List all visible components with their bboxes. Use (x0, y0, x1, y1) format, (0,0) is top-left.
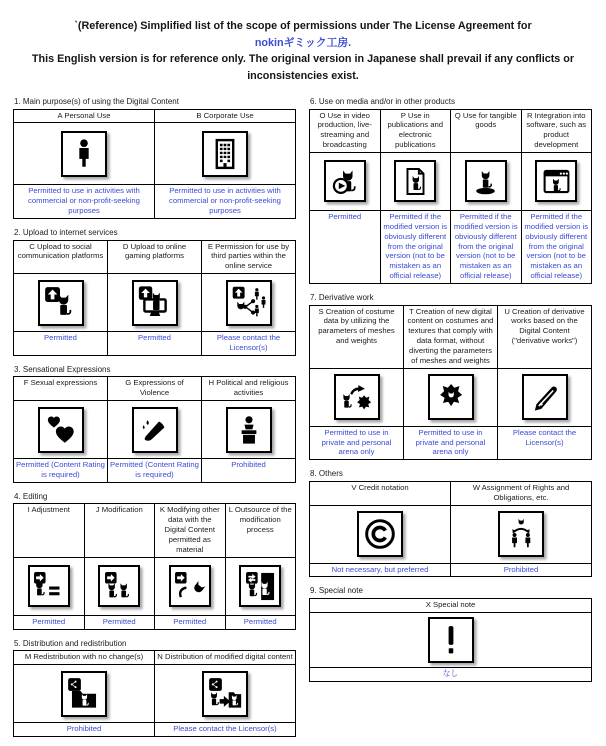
cell-C-caption: Permitted (14, 332, 108, 356)
cell-S-caption: Permitted to use in private and personal arena only (310, 426, 404, 460)
section-derivative-work (309, 293, 592, 460)
cell-W-icon-cell (451, 505, 592, 563)
cell-K-caption: Permitted (155, 615, 226, 629)
cell-P-icon-cell (380, 152, 451, 210)
cell-D-caption: Permitted (108, 332, 202, 356)
section-others (309, 469, 592, 577)
section-distribution (13, 639, 296, 737)
cell-A-header: A Personal Use (14, 109, 155, 123)
icon-box (239, 565, 281, 607)
section-heading: 8. Others (310, 469, 343, 479)
software-window-cat-icon (541, 166, 572, 197)
cell-X-caption: なし (310, 667, 592, 681)
cell-V-header: V Credit notation (310, 481, 451, 505)
cell-F-header: F Sexual expressions (14, 377, 108, 401)
cell-S-header: S Creation of costume data by utilizing the parameters of meshes and weights (310, 305, 404, 368)
cell-H-icon-cell (202, 401, 296, 459)
hearts-icon (44, 413, 78, 447)
costume-texture-icon (434, 380, 468, 414)
cell-U-caption: Please contact the Licensor(s) (498, 426, 592, 460)
person-icon (67, 137, 101, 171)
icon-box (98, 565, 140, 607)
two-column-layout (13, 97, 593, 746)
podium-speech-icon (232, 413, 266, 447)
cell-U-icon-cell (498, 368, 592, 426)
cell-X-header: X Special note (310, 599, 592, 613)
cell-L-header: L Outsource of the modification process (225, 504, 296, 557)
cell-J-header: J Modification (84, 504, 155, 557)
cell-L-icon-cell (225, 557, 296, 615)
cell-R-header: R Integration into software, such as product development (521, 109, 592, 152)
cell-P-caption: Permitted if the modified version is obviously different from the original version (not to be mistaken as an official release) (380, 210, 451, 283)
cell-V-icon-cell (310, 505, 451, 563)
cell-F-caption: Permitted (Content Rating is required) (14, 459, 108, 483)
cell-G-header: G Expressions of Violence (108, 377, 202, 401)
cell-Q-caption: Permitted if the modified version is obviously different from the original version (not to be mistaken as an official release) (451, 210, 522, 283)
section-heading: 7. Derivative work (310, 292, 374, 302)
cell-W-header: W Assignment of Rights and Obligations, etc. (451, 481, 592, 505)
cell-M-header: M Redistribution with no change(s) (14, 651, 155, 665)
section-heading: 3. Sensational Expressions (14, 364, 111, 374)
section-heading: 5. Distribution and redistribution (14, 638, 127, 648)
cell-B-header: B Corporate Use (155, 109, 296, 123)
cell-A-caption: Permitted to use in activities with commercial or non-profit-seeking purposes (14, 185, 155, 219)
cell-G-icon-cell (108, 401, 202, 459)
pen-derivative-icon (528, 380, 562, 414)
section-special-note (309, 586, 592, 681)
cell-N-header: N Distribution of modified digital content (155, 651, 296, 665)
cell-Q-icon-cell (451, 152, 522, 210)
icon-box (522, 374, 568, 420)
right-column (309, 97, 592, 691)
cell-H-header: H Political and religious activities (202, 377, 296, 401)
section-media-products (309, 97, 592, 284)
cell-M-caption: Prohibited (14, 723, 155, 737)
cell-B-caption: Permitted to use in activities with commercial or non-profit-seeking purposes (155, 185, 296, 219)
cell-T-icon-cell (404, 368, 498, 426)
cell-I-caption: Permitted (14, 615, 85, 629)
cell-N-icon-cell (155, 665, 296, 723)
icon-box (357, 511, 403, 557)
cat-video-play-icon (329, 166, 360, 197)
copyright-icon (363, 517, 397, 551)
title-brand: nokinギミック工房. (254, 36, 352, 49)
icon-box (428, 617, 474, 663)
cell-D-header: D Upload to online gaming platforms (108, 240, 202, 274)
icon-box (169, 565, 211, 607)
icon-box (61, 131, 107, 177)
icon-box (535, 160, 577, 202)
exclamation-icon (434, 623, 468, 657)
cell-O-caption: Permitted (310, 210, 381, 283)
icon-box (226, 280, 272, 326)
icon-box (334, 374, 380, 420)
cell-T-header: T Creation of new digital content on costumes and textures that comply with data format, without diverting the parameters of meshes and weights (404, 305, 498, 368)
cell-R-icon-cell (521, 152, 592, 210)
cell-C-header: C Upload to social communication platforms (14, 240, 108, 274)
section-editing (13, 492, 296, 630)
cell-R-caption: Permitted if the modified version is obviously different from the original version (not to be mistaken as an official release) (521, 210, 592, 283)
cell-U-header: U Creation of derivative works based on the Digital Content ("derivative works") (498, 305, 592, 368)
cell-T-caption: Permitted to use in private and personal arena only (404, 426, 498, 460)
share-third-parties-icon (232, 286, 266, 320)
icon-box (202, 671, 248, 717)
cat-modification-icon (104, 571, 135, 602)
cell-B-icon-cell (155, 123, 296, 185)
icon-box (226, 407, 272, 453)
upload-gaming-cat-icon (138, 286, 172, 320)
section-heading: 2. Upload to internet services (14, 227, 118, 237)
cat-figurine-icon (470, 166, 501, 197)
icon-box (38, 280, 84, 326)
cell-N-caption: Please contact the Licensor(s) (155, 723, 296, 737)
cell-G-caption: Permitted (Content Rating is required) (108, 459, 202, 483)
document-title (20, 18, 586, 85)
title-disclaimer: This English version is for reference only. The original version in Japanese shall prevail if any conflicts or inconsistencies exist. (31, 53, 575, 83)
cell-J-caption: Permitted (84, 615, 155, 629)
cat-adjust-equals-icon (33, 571, 64, 602)
cell-K-icon-cell (155, 557, 226, 615)
icon-box (498, 511, 544, 557)
cell-A-icon-cell (14, 123, 155, 185)
cell-W-caption: Prohibited (451, 563, 592, 577)
cell-S-icon-cell (310, 368, 404, 426)
section-heading: 1. Main purpose(s) of using the Digital Content (14, 96, 179, 106)
icon-box (28, 565, 70, 607)
upload-cat-icon (44, 286, 78, 320)
icon-box (38, 407, 84, 453)
cell-X-icon-cell (310, 612, 592, 667)
cell-H-caption: Prohibited (202, 459, 296, 483)
cat-costume-data-icon (340, 380, 374, 414)
cell-L-caption: Permitted (225, 615, 296, 629)
cell-C-icon-cell (14, 274, 108, 332)
cell-P-header: P Use in publications and electronic publications (380, 109, 451, 152)
icon-box (202, 131, 248, 177)
rights-assignment-icon (504, 517, 538, 551)
icon-box (428, 374, 474, 420)
cell-J-icon-cell (84, 557, 155, 615)
cell-E-caption: Please contact the Licensor(s) (202, 332, 296, 356)
icon-box (132, 280, 178, 326)
section-main-purpose (13, 97, 296, 219)
cell-O-icon-cell (310, 152, 381, 210)
cell-I-icon-cell (14, 557, 85, 615)
left-column (13, 97, 296, 746)
outsource-handoff-icon (245, 571, 276, 602)
office-building-icon (208, 137, 242, 171)
cell-Q-header: Q Use for tangible goods (451, 109, 522, 152)
cell-F-icon-cell (14, 401, 108, 459)
section-heading: 9. Special note (310, 586, 363, 596)
cell-K-header: K Modifying other data with the Digital Content permitted as material (155, 504, 226, 557)
section-upload-internet (13, 228, 296, 356)
cell-I-header: I Adjustment (14, 504, 85, 557)
title-line-1: `(Reference) Simplified list of the scope of permissions under The License Agreement for (74, 20, 532, 32)
icon-box (61, 671, 107, 717)
cell-M-icon-cell (14, 665, 155, 723)
knife-icon (138, 413, 172, 447)
icon-box (324, 160, 366, 202)
icon-box (394, 160, 436, 202)
cat-parts-material-icon (174, 571, 205, 602)
cell-V-caption: Not necessary, but preferred (310, 563, 451, 577)
section-heading: 6. Use on media and/or in other products (310, 96, 455, 106)
section-sensational-expressions (13, 365, 296, 483)
cell-O-header: O Use in video production, live-streaming and broadcasting (310, 109, 381, 152)
cell-E-icon-cell (202, 274, 296, 332)
section-heading: 4. Editing (14, 491, 48, 501)
share-folder-cat-icon (67, 677, 101, 711)
share-modified-cat-icon (208, 677, 242, 711)
icon-box (465, 160, 507, 202)
cell-D-icon-cell (108, 274, 202, 332)
cat-publication-icon (400, 166, 431, 197)
icon-box (132, 407, 178, 453)
cell-E-header: E Permission for use by third parties within the online service (202, 240, 296, 274)
